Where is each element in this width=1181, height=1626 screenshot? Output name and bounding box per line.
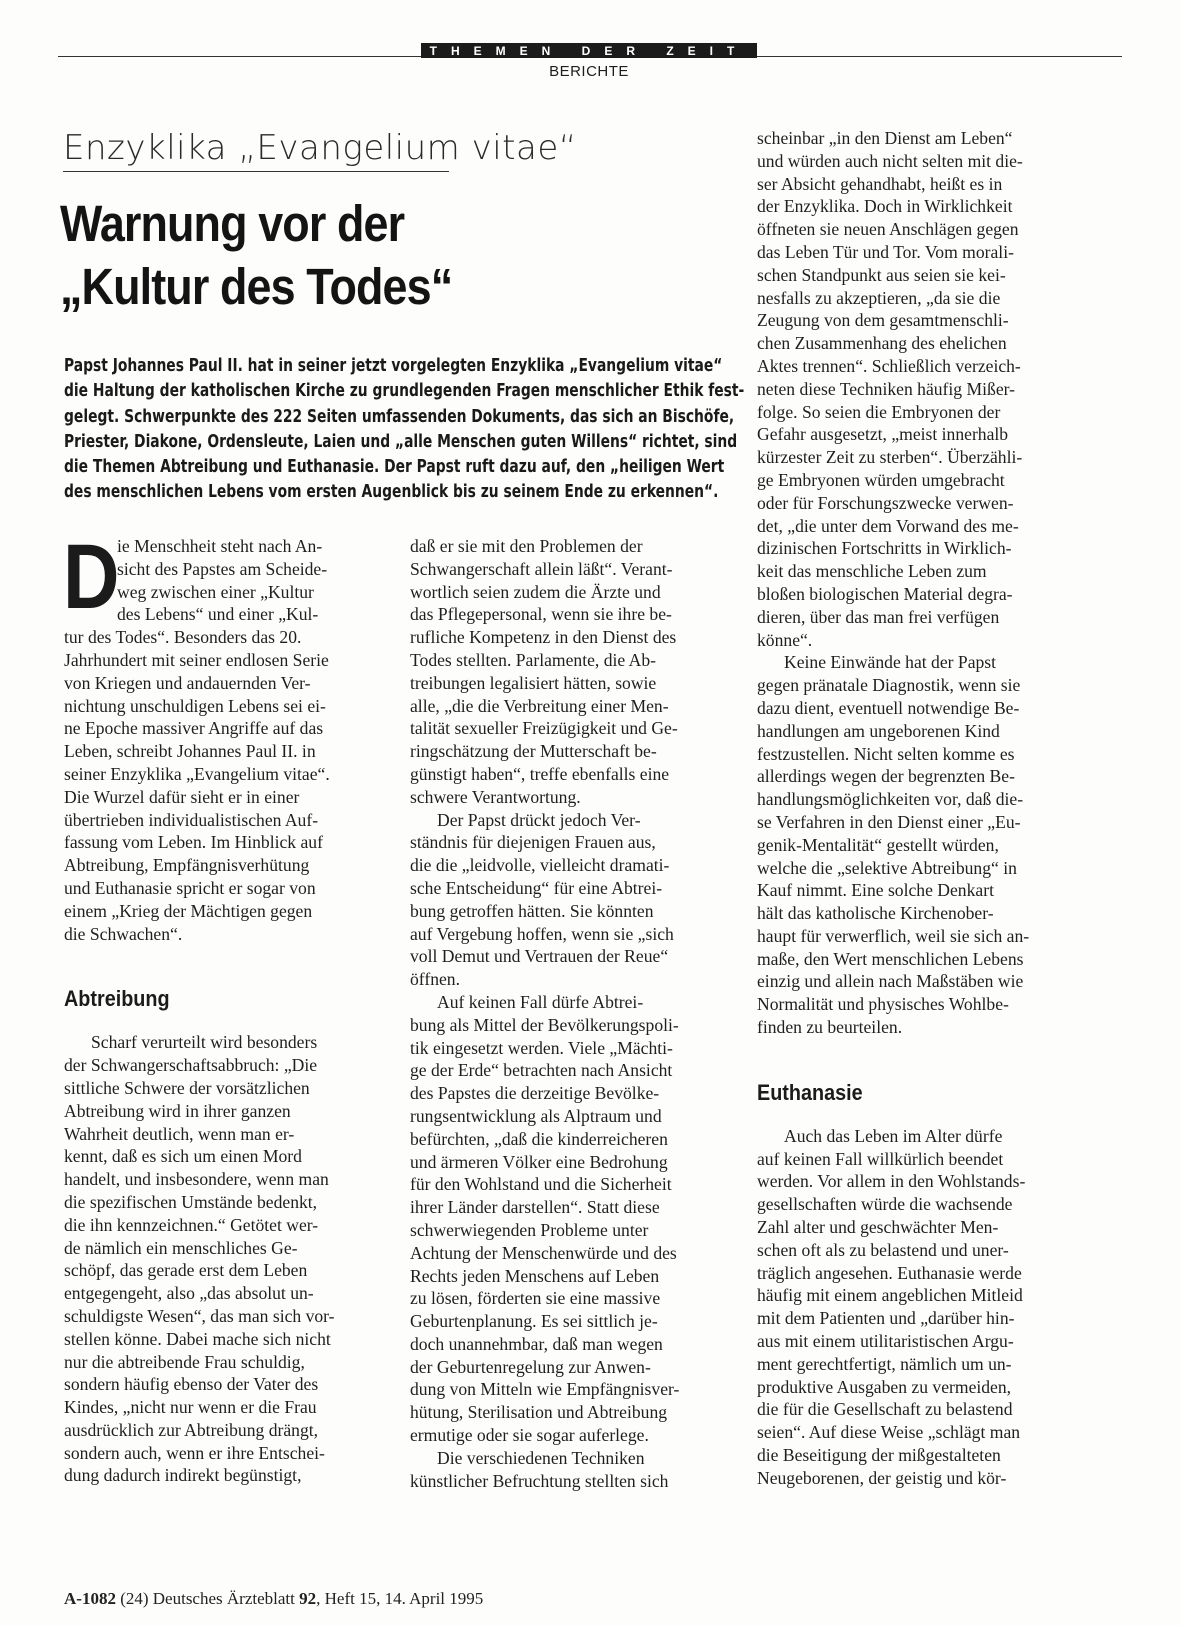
section-label: BERICHTE: [549, 63, 629, 80]
body-line: dazu dient, eventuell notwendige Be-: [757, 697, 1020, 718]
body-line: dung dadurch indirekt begünstigt,: [64, 1465, 302, 1486]
body-line: ringschätzung der Mutterschaft be-: [410, 741, 657, 762]
column-1: [63, 526, 394, 1487]
body-line: Leben, schreibt Johannes Paul II. in: [64, 741, 316, 762]
body-line: schwerwiegenden Probleme unter: [410, 1219, 649, 1240]
body-line: seien“. Auf diese Weise „schlägt man: [757, 1422, 1021, 1443]
body-line: kürzester Zeit zu sterben“. Überzähli-: [757, 447, 1023, 468]
body-line: rungsentwicklung als Alptraum und: [410, 1105, 662, 1126]
body-line: und Euthanasie spricht er sogar von: [64, 877, 316, 898]
body-line: Die Wurzel dafür sieht er in einer: [64, 786, 300, 807]
body-line: Achtung der Menschenwürde und des: [410, 1242, 677, 1263]
body-line: Kindes, „nicht nur wenn er die Frau: [64, 1397, 317, 1418]
body-line: mit dem Patienten und „darüber hin-: [757, 1308, 1015, 1329]
body-line: treibungen legalisiert hätten, sowie: [410, 672, 657, 693]
body-line: finden zu beurteilen.: [757, 1017, 903, 1038]
lead-line: die Haltung der katholischen Kirche zu grundlegenden Fragen menschlicher Ethik fest-: [64, 381, 745, 402]
body-line: oder für Forschungszwecke verwen-: [757, 492, 1014, 513]
body-line: sittliche Schwere der vorsätzlichen: [64, 1077, 310, 1098]
body-line: bloßen biologischen Material degra-: [757, 583, 1013, 604]
journal-name: (24) Deutsches Ärzteblatt: [120, 1589, 295, 1608]
body-line: chen Zusammenhang des ehelichen: [757, 333, 1007, 354]
body-line: hält das katholische Kirchenober-: [757, 903, 994, 924]
body-line: die für die Gesellschaft zu belastend: [757, 1399, 1013, 1420]
body-line: Neugeborenen, der geistig und kör-: [757, 1467, 1007, 1488]
body-line: kennt, daß es sich um einen Mord: [64, 1146, 302, 1167]
body-line: schwere Verantwortung.: [410, 786, 581, 807]
body-text: [410, 535, 740, 1492]
body-line: der Enzyklika. Doch in Wirklichkeit: [757, 196, 1013, 217]
body-line: scheinbar „in den Dienst am Leben“: [757, 128, 1013, 148]
body-line: Normalität und physisches Wohlbe-: [757, 994, 1009, 1015]
body-line: Rechts jeden Menschens auf Leben: [410, 1265, 660, 1286]
article-headline: [60, 192, 658, 318]
body-line: wortlich seien zudem die Ärzte und: [410, 581, 661, 602]
body-line: maße, den Wert menschlichen Lebens: [757, 948, 1024, 969]
lead-line: Papst Johannes Paul II. hat in seiner jetzt vorgelegten Enzyklika „Evangelium vitae“: [64, 356, 723, 376]
body-line: talität sexueller Freizügigkeit und Ge-: [410, 718, 678, 739]
kicker-rule: [63, 171, 449, 172]
body-line: ne Epoche massiver Angriffe auf das: [64, 718, 324, 739]
body-line: günstigt haben“, treffe ebenfalls eine: [410, 763, 670, 784]
body-line: de nämlich ein menschliches Ge-: [64, 1237, 298, 1258]
body-text: [757, 1125, 1087, 1490]
page-footer: [64, 1589, 483, 1609]
article-kicker: Enzyklika „Evangelium vitae“: [63, 128, 577, 168]
body-line: zu lösen, förderten sie eine massive: [410, 1288, 661, 1309]
body-line: gesellschaften würde die wachsende: [757, 1194, 1013, 1215]
body-line: die ihn kennzeichnen.“ Getötet wer-: [64, 1214, 319, 1235]
body-line: ihrer Länder darstellen“. Statt diese: [410, 1197, 660, 1218]
body-line: Die verschiedenen Techniken: [437, 1447, 645, 1468]
body-line: keit das menschliche Leben zum: [757, 561, 987, 582]
body-line: se Verfahren in den Dienst einer „Eu-: [757, 811, 1021, 832]
body-line: allerdings wegen der begrenzten Be-: [757, 766, 1015, 787]
body-line: weg zwischen einer „Kultur: [117, 581, 314, 602]
body-line: nichtung unschuldigen Lebens sei ei-: [64, 695, 326, 716]
body-line: ment gerechtfertigt, nämlich um un-: [757, 1353, 1012, 1374]
body-line: Scharf verurteilt wird besonders: [91, 1032, 318, 1053]
body-line: nur die abtreibende Frau schuldig,: [64, 1351, 305, 1372]
column-3: [757, 127, 1087, 1490]
body-line: auf Vergebung hoffen, wenn sie „sich: [410, 923, 674, 944]
body-line: genik-Mentalität“ gestellt würden,: [757, 834, 999, 855]
body-line: ser Absicht gehandhabt, heißt es in: [757, 173, 1003, 194]
body-line: die spezifischen Umstände bedenkt,: [64, 1191, 318, 1212]
lead-line: gelegt. Schwerpunkte des 222 Seiten umfassenden Dokuments, das sich an Bischöfe,: [64, 406, 735, 427]
body-line: ständnis für diejenigen Frauen aus,: [410, 832, 656, 853]
body-line: des Lebens“ und einer „Kul-: [117, 604, 319, 625]
body-line: der Schwangerschaftsabbruch: „Die: [64, 1055, 318, 1076]
body-line: sondern häufig ebenso der Vater des: [64, 1374, 319, 1395]
body-line: stellen könne. Dabei mache sich nicht: [64, 1328, 331, 1349]
body-line: dung von Mitteln wie Empfängnisver-: [410, 1379, 680, 1400]
article-lead: [64, 354, 745, 506]
page-number: A-1082: [64, 1589, 116, 1608]
body-line: handlungen am ungeborenen Kind: [757, 720, 1000, 741]
column-2: [410, 535, 740, 1492]
body-line: öffnen.: [410, 969, 460, 990]
body-text: [64, 1031, 394, 1487]
body-line: rufliche Kompetenz in den Dienst des: [410, 627, 677, 648]
body-line: das Leben Tür und Tor. Vom morali-: [757, 241, 1014, 262]
body-line: schuldigste Wesen“, das man sich vor-: [64, 1305, 335, 1326]
body-line: daß er sie mit den Problemen der: [410, 536, 643, 556]
lead-line: Priester, Diakone, Ordensleute, Laien und „alle Menschen guten Willens“ richtet, sind: [64, 431, 738, 452]
body-line: aus mit einem utilitaristischen Argu-: [757, 1331, 1014, 1352]
lead-line: die Themen Abtreibung und Euthanasie. Der Papst ruft dazu auf, den „heiligen Wert: [64, 457, 725, 478]
body-line: schen oft als zu belastend und uner-: [757, 1239, 1009, 1260]
headline-line: Warnung vor der: [60, 195, 405, 252]
body-line: alle, „die die Verbreitung einer Men-: [410, 695, 669, 716]
body-line: ermutige oder sie sogar auferlege.: [410, 1425, 649, 1446]
body-line: auf keinen Fall willkürlich beendet: [757, 1148, 1004, 1169]
body-line: handelt, und insbesondere, wenn man: [64, 1169, 329, 1190]
volume-number: 92: [299, 1589, 317, 1608]
body-line: produktive Ausgaben zu vermeiden,: [757, 1376, 1012, 1397]
body-text: [64, 626, 394, 945]
body-line: tur des Todes“. Besonders das 20.: [64, 627, 302, 648]
body-line: Zeugung von dem gesamtmenschli-: [757, 310, 1009, 331]
body-line: werden. Vor allem in den Wohlstands-: [757, 1171, 1026, 1192]
body-line: Wahrheit deutlich, wenn man er-: [64, 1123, 295, 1144]
body-line: ge Embryonen würden umgebracht: [757, 469, 1005, 490]
body-line: Jahrhundert mit seiner endlosen Serie: [64, 649, 329, 670]
body-line: hütung, Sterilisation und Abtreibung: [410, 1402, 668, 1423]
body-line: dieren, über das man frei verfügen: [757, 606, 1000, 627]
body-line: die die „leidvolle, vielleicht dramati-: [410, 855, 670, 876]
body-line: det, „die unter dem Vorwand des me-: [757, 515, 1019, 536]
body-line: und ärmeren Völker eine Bedrohung: [410, 1151, 668, 1172]
body-line: Der Papst drückt jedoch Ver-: [437, 809, 641, 830]
body-line: Kauf nimmt. Eine solche Denkart: [757, 880, 994, 901]
body-line: könne“.: [757, 629, 813, 650]
body-line: gegen pränatale Diagnostik, wenn sie: [757, 675, 1021, 696]
body-line: Schwangerschaft allein läßt“. Verant-: [410, 558, 673, 579]
drop-cap: D: [63, 526, 120, 628]
body-line: die Beseitigung der mißgestalteten: [757, 1445, 1001, 1466]
body-line: fassung vom Leben. Im Hinblick auf: [64, 832, 323, 853]
subhead-abtreibung: Abtreibung: [64, 986, 170, 1012]
body-line: von Kriegen und andauernden Ver-: [64, 672, 311, 693]
body-line: voll Demut und Vertrauen der Reue“: [410, 946, 669, 967]
lead-line: des menschlichen Lebens vom ersten Augenblick bis zu seinem Ende zu erkennen“.: [64, 482, 719, 503]
body-line: festzustellen. Nicht selten komme es: [757, 743, 1015, 764]
body-line: die Schwachen“.: [64, 923, 183, 944]
body-line: übertrieben individualistischen Auf-: [64, 809, 319, 830]
body-line: Auf keinen Fall dürfe Abtrei-: [437, 991, 644, 1012]
body-line: künstlicher Befruchtung stellten sich: [410, 1470, 669, 1491]
body-line: Todes stellten. Parlamente, die Ab-: [410, 649, 656, 670]
body-line: der Geburtenregelung zur Anwen-: [410, 1356, 651, 1377]
body-line: häufig mit einem angeblichen Mitleid: [757, 1285, 1023, 1306]
body-line: öffneten sie neuen Anschlägen gegen: [757, 219, 1019, 240]
body-line: haupt für verwerflich, weil sie sich an-: [757, 925, 1030, 946]
body-line: Keine Einwände hat der Papst: [784, 652, 997, 673]
body-line: sche Entscheidung“ für eine Abtrei-: [410, 877, 663, 898]
body-line: welche die „selektive Abtreibung“ in: [757, 857, 1017, 878]
body-line: schen Standpunkt aus seien sie kei-: [757, 264, 1006, 285]
subhead-euthanasie: Euthanasie: [757, 1079, 863, 1105]
body-line: doch unannehmbar, daß man wegen: [410, 1333, 663, 1354]
body-line: entgegengeht, also „das absolut un-: [64, 1283, 314, 1304]
section-banner: THEMEN DER ZEIT: [421, 43, 757, 58]
body-line: Zahl alter und geschwächter Men-: [757, 1217, 999, 1238]
body-line: neten diese Techniken häufig Mißer-: [757, 378, 1015, 399]
headline-line: „Kultur des Todes“: [60, 258, 453, 315]
body-line: Gefahr ausgesetzt, „meist innerhalb: [757, 424, 1009, 445]
body-line: träglich angesehen. Euthanasie werde: [757, 1262, 1022, 1283]
body-line: für den Wohlstand und die Sicherheit: [410, 1174, 672, 1195]
body-line: Abtreibung wird in ihrer ganzen: [64, 1100, 291, 1121]
body-line: befürchten, „daß die kinderreicheren: [410, 1128, 668, 1149]
body-line: ausdrücklich zur Abtreibung drängt,: [64, 1419, 319, 1440]
body-line: bung als Mittel der Bevölkerungspoli-: [410, 1014, 679, 1035]
body-line: dizinischen Fortschritts in Wirklich-: [757, 538, 1012, 559]
body-line: seiner Enzyklika „Evangelium vitae“.: [64, 763, 330, 784]
issue-info: , Heft 15, 14. April 1995: [316, 1589, 484, 1608]
body-line: handlungsmöglichkeiten vor, daß die-: [757, 789, 1024, 810]
body-line: sicht des Papstes am Scheide-: [117, 558, 328, 579]
body-line: ge der Erde“ betrachten nach Ansicht: [410, 1060, 673, 1081]
body-line: folge. So seien die Embryonen der: [757, 401, 1001, 422]
body-line: Geburtenplanung. Es sei sittlich je-: [410, 1311, 658, 1332]
body-line: tik eingesetzt werden. Viele „Mächti-: [410, 1037, 673, 1058]
body-text: [757, 127, 1087, 1039]
body-line: bung getroffen hätten. Sie könnten: [410, 900, 654, 921]
body-line: ie Menschheit steht nach An-: [117, 536, 323, 556]
body-line: Auch das Leben im Alter dürfe: [784, 1125, 1003, 1146]
body-line: schöpf, das gerade erst dem Leben: [64, 1260, 308, 1281]
body-line: sondern auch, wenn er ihre Entschei-: [64, 1442, 325, 1463]
body-line: einzig und allein nach Maßstäben wie: [757, 971, 1024, 992]
body-line: Aktes trennen“. Schließlich verzeich-: [757, 355, 1021, 376]
body-line: des Papstes die derzeitige Bevölke-: [410, 1083, 660, 1104]
body-line: einem „Krieg der Mächtigen gegen: [64, 900, 313, 921]
body-line: und würden auch nicht selten mit die-: [757, 150, 1023, 171]
body-line: nesfalls zu akzeptieren, „da sie die: [757, 287, 1001, 308]
body-line: das Pflegepersonal, wenn sie ihre be-: [410, 604, 672, 625]
body-line: Abtreibung, Empfängnisverhütung: [64, 855, 310, 876]
